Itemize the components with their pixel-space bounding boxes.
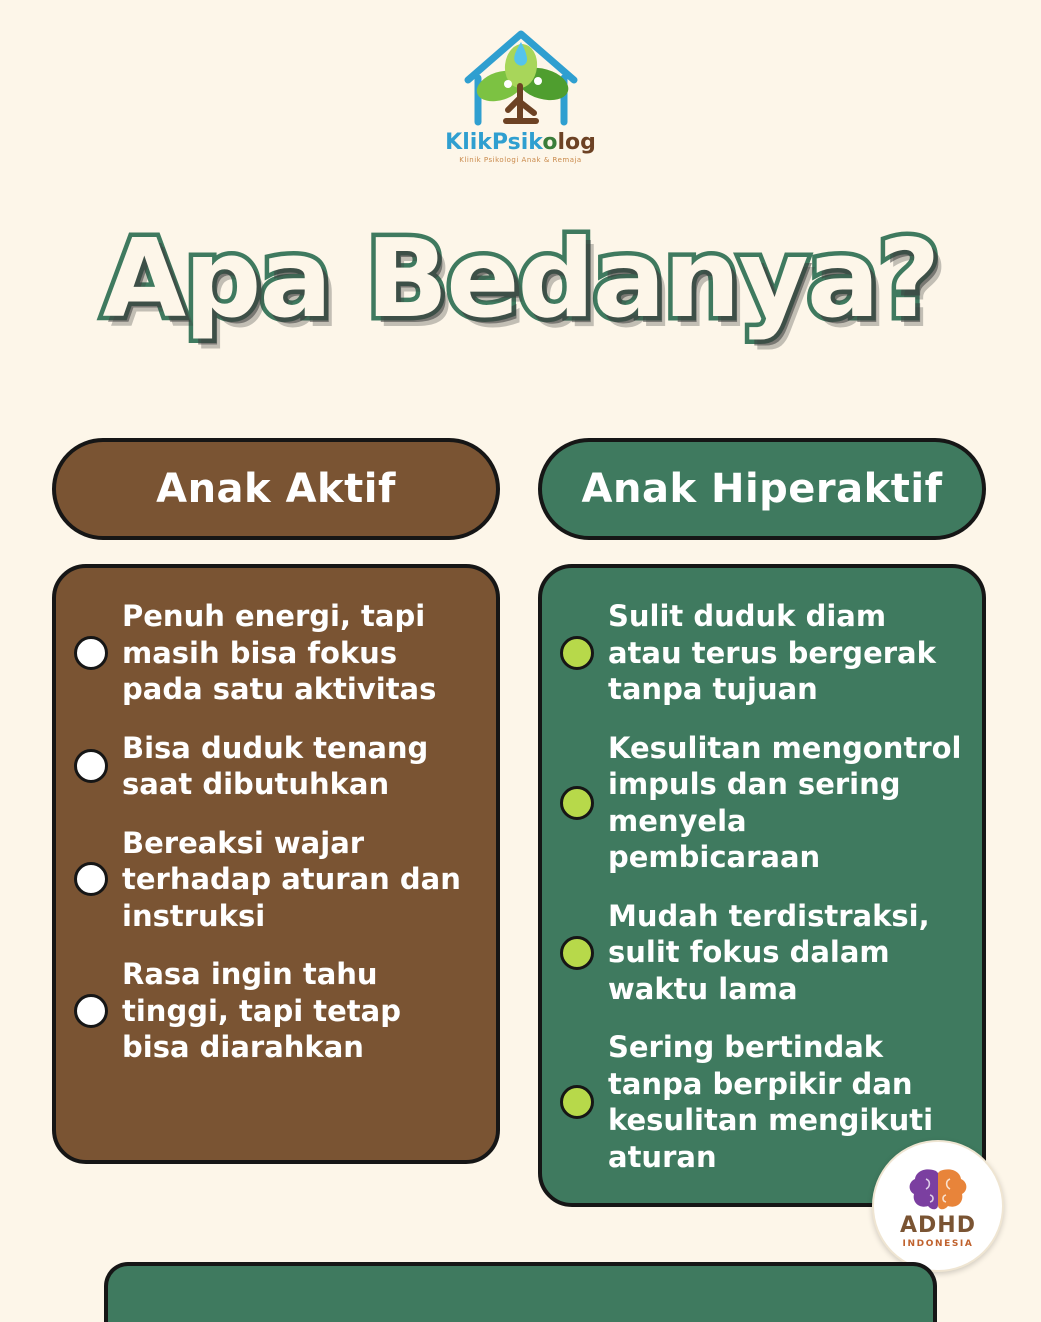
list-item-text: Sulit duduk diam atau terus bergerak tanpa tujuan <box>608 599 936 707</box>
brain-icon <box>906 1167 970 1213</box>
house-tree-logo-icon <box>446 18 596 136</box>
list-item <box>560 730 962 876</box>
list-item <box>560 598 962 708</box>
adhd-badge-title: ADHD <box>900 1213 976 1238</box>
adhd-badge-subtitle: INDONESIA <box>902 1239 974 1249</box>
list-item <box>74 598 476 708</box>
bullet-dot-icon <box>74 749 108 783</box>
column-header-anak-aktif <box>52 438 500 540</box>
list-item-text: Kesulitan mengontrol impuls dan sering menyela pembicaraan <box>608 730 962 875</box>
logo-tagline: Klinik Psikologi Anak & Remaja <box>459 156 582 164</box>
bullet-dot-icon <box>560 636 594 670</box>
logo-word-part2: o <box>542 130 558 155</box>
column-anak-hiperaktif <box>538 438 986 1207</box>
list-item <box>74 956 476 1066</box>
column-card-anak-hiperaktif <box>538 564 986 1207</box>
list-item-text: Rasa ingin tahu tinggi, tapi tetap bisa diarahkan <box>122 957 401 1065</box>
bullet-dot-icon <box>560 936 594 970</box>
column-anak-aktif <box>52 438 500 1164</box>
bottom-panel-edge <box>104 1262 937 1322</box>
bullet-dot-icon <box>74 862 108 896</box>
list-item <box>74 825 476 935</box>
column-header-label: Anak Aktif <box>156 466 396 512</box>
bullet-dot-icon <box>74 994 108 1028</box>
bullet-dot-icon <box>560 786 594 820</box>
bullet-dot-icon <box>74 636 108 670</box>
list-item-text: Bisa duduk tenang saat dibutuhkan <box>122 730 429 802</box>
bullet-dot-icon <box>560 1085 594 1119</box>
column-header-anak-hiperaktif <box>538 438 986 540</box>
list-item-text: Sering bertindak tanpa berpikir dan kesulitan mengikuti aturan <box>608 1030 934 1174</box>
list-item <box>74 730 476 803</box>
logo-word-part3: log <box>557 130 596 155</box>
brand-logo <box>0 18 1041 178</box>
column-header-label: Anak Hiperaktif <box>581 466 943 512</box>
logo-word-part1: KlikPsik <box>445 130 543 155</box>
page-title: Apa Bedanya? <box>102 217 939 342</box>
column-card-anak-aktif <box>52 564 500 1164</box>
list-item-text: Mudah terdistraksi, sulit fokus dalam waktu lama <box>608 898 930 1006</box>
list-item <box>560 898 962 1008</box>
adhd-indonesia-badge <box>872 1140 1004 1272</box>
list-item-text: Penuh energi, tapi masih bisa fokus pada satu aktivitas <box>122 599 437 707</box>
list-item-text: Bereaksi wajar terhadap aturan dan instruksi <box>122 825 461 933</box>
